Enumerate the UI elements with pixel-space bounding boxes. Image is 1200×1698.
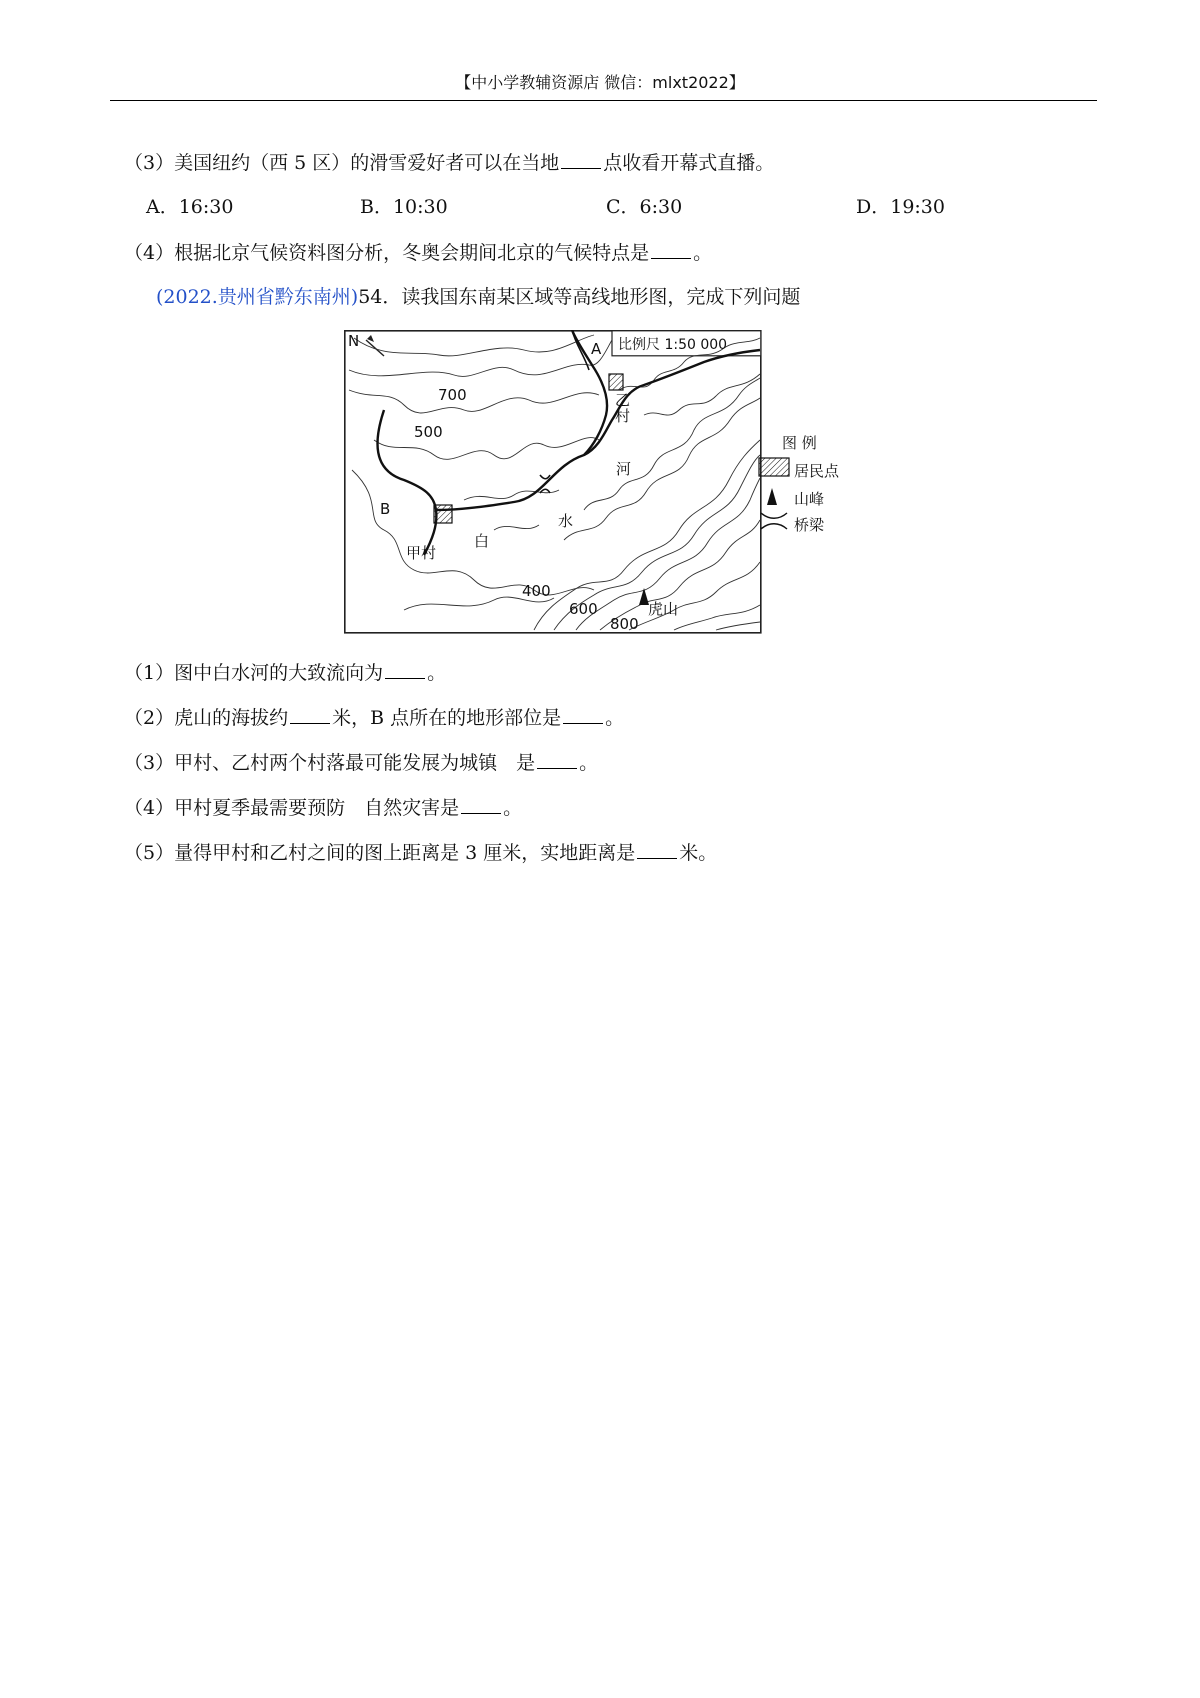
answer-blank	[561, 152, 601, 169]
river-char-bai: 白	[474, 532, 490, 550]
answer-blank	[537, 752, 577, 769]
legend-bridge-icon	[761, 513, 787, 529]
question-4	[124, 238, 712, 265]
question-3-suffix: 点收看开幕式直播。	[603, 152, 775, 174]
contour-label-700: 700	[438, 386, 467, 404]
answer-blank	[563, 707, 603, 724]
option-a: A．16:30	[146, 196, 234, 218]
question-source: (2022.贵州省黔东南州)	[156, 286, 359, 308]
subquestion-3-suffix: 。	[579, 752, 599, 774]
legend-settlement-icon	[759, 458, 789, 476]
subquestion-2-prefix: （2）虎山的海拔约	[124, 707, 289, 729]
option-c: C．6:30	[606, 196, 683, 218]
subquestion-4-prefix: （4）甲村夏季最需要预防 自然灾害是	[124, 797, 460, 819]
contour-label-600: 600	[569, 600, 598, 618]
answer-blank	[385, 662, 425, 679]
subquestion-2-suffix: 。	[605, 707, 625, 729]
question-4-prefix: （4）根据北京气候资料图分析，冬奥会期间北京的气候特点是	[124, 242, 650, 264]
peak-label: 虎山	[648, 600, 679, 618]
legend-peak-icon	[767, 488, 777, 505]
river-char-he: 河	[616, 460, 632, 478]
legend-bridge-label: 桥梁	[794, 516, 825, 534]
river-char-shui: 水	[558, 512, 574, 530]
subquestion-5-suffix: 米。	[679, 842, 718, 864]
question-54-text: 54．读我国东南某区域等高线地形图，完成下列问题	[358, 286, 801, 308]
answer-blank	[651, 242, 691, 259]
point-b-label: B	[380, 500, 391, 518]
contour-label-500: 500	[414, 423, 443, 441]
contour-map-drawing	[344, 330, 864, 635]
north-label: N	[348, 332, 360, 350]
question-54-heading	[156, 282, 800, 309]
subquestion-5-prefix: （5）量得甲村和乙村之间的图上距离是 3 厘米，实地距离是	[124, 842, 636, 864]
question-3	[124, 148, 774, 175]
answer-blank	[461, 797, 501, 814]
option-d: D．19:30	[856, 196, 945, 218]
subquestion-2-mid: 米，B 点所在的地形部位是	[332, 707, 562, 729]
legend-settlement-label: 居民点	[794, 462, 840, 480]
contour-map	[344, 330, 864, 635]
subquestion-5	[124, 838, 717, 865]
subquestion-4	[124, 793, 522, 820]
village-yi-label: 乙村	[615, 391, 631, 425]
legend-peak-label: 山峰	[794, 490, 825, 508]
subquestion-2	[124, 703, 624, 730]
point-a-label: A	[591, 340, 602, 358]
scale-label: 比例尺 1:50 000	[618, 337, 728, 353]
subquestion-1-prefix: （1）图中白水河的大致流向为	[124, 662, 384, 684]
option-b: B．10:30	[360, 196, 448, 218]
subquestion-3-prefix: （3）甲村、乙村两个村落最可能发展为城镇 是	[124, 752, 536, 774]
contour-label-800: 800	[610, 615, 639, 633]
subquestion-1-suffix: 。	[427, 662, 447, 684]
village-yi-marker	[609, 374, 623, 390]
legend-title: 图 例	[782, 434, 817, 452]
answer-blank	[290, 707, 330, 724]
page-header: 【中小学教辅资源店 微信：mlxt2022】	[455, 73, 745, 92]
subquestion-1	[124, 658, 446, 685]
subquestion-4-suffix: 。	[503, 797, 523, 819]
question-4-suffix: 。	[693, 242, 713, 264]
header-rule	[110, 100, 1097, 101]
village-jia-marker	[434, 505, 452, 523]
question-3-prefix: （3）美国纽约（西 5 区）的滑雪爱好者可以在当地	[124, 152, 560, 174]
subquestion-3	[124, 748, 598, 775]
contour-label-400: 400	[522, 582, 551, 600]
village-jia-label: 甲村	[406, 544, 437, 562]
answer-blank	[637, 842, 677, 859]
